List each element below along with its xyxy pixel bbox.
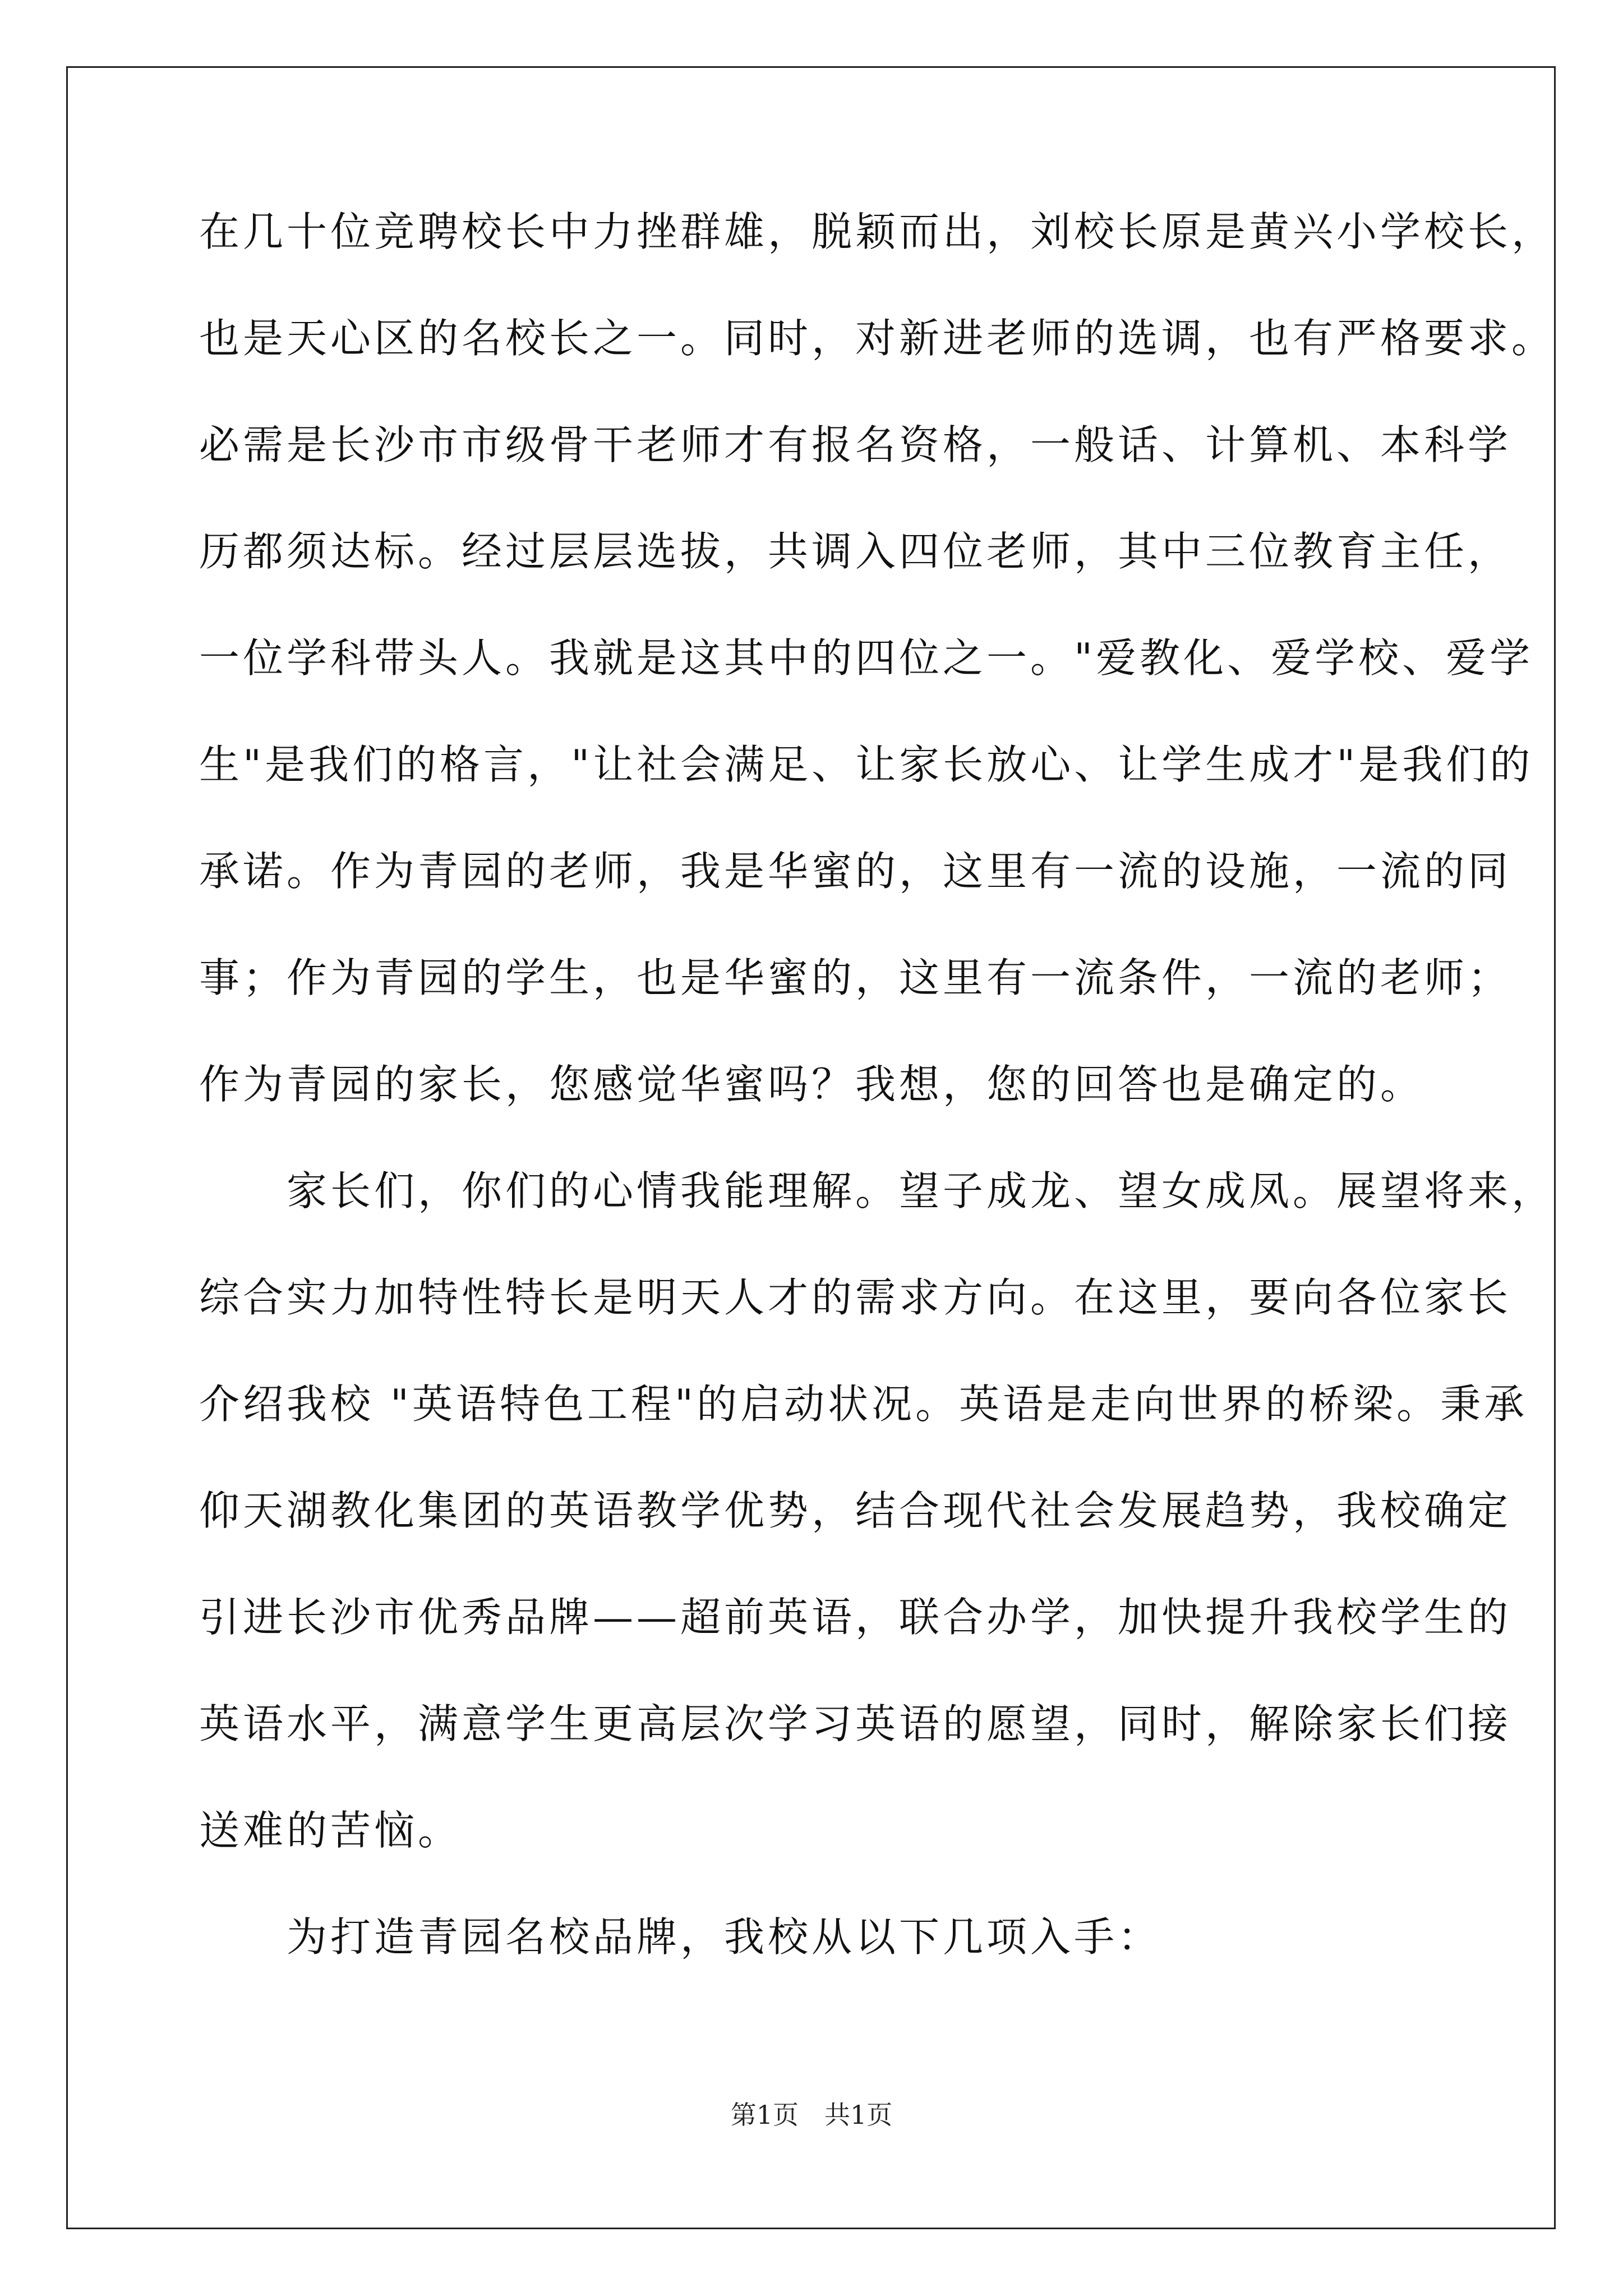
text-line: 一位学科带头人。我就是这其中的四位之一。"爱教化、爱学校、爱学 xyxy=(199,634,1534,682)
text-line: 也是天心区的名校长之一。同时，对新进老师的选调，也有严格要求。 xyxy=(199,315,1556,362)
text-line: 在几十位竞聘校长中力挫群雄，脱颖而出，刘校长原是黄兴小学校长， xyxy=(199,208,1556,255)
text-line: 英语水平，满意学生更高层次学习英语的愿望，同时，解除家长们接 xyxy=(199,1700,1512,1747)
page-number: 第1页 共1页 xyxy=(730,2100,893,2130)
text-line: 引进长沙市优秀品牌——超前英语，联合办学，加快提升我校学生的 xyxy=(199,1594,1512,1641)
text-line: 介绍我校 "英语特色工程"的启动状况。英语是走向世界的桥梁。秉承 xyxy=(199,1381,1528,1428)
text-line: 必需是长沙市市级骨干老师才有报名资格，一般话、计算机、本科学 xyxy=(199,421,1512,468)
text-line: 综合实力加特性特长是明天人才的需求方向。在这里，要向各位家长 xyxy=(199,1274,1512,1321)
text-line: 为打造青园名校品牌，我校从以下几项入手： xyxy=(199,1913,1162,1961)
text-line: 送难的苦恼。 xyxy=(199,1807,462,1854)
text-line: 历都须达标。经过层层选拔，共调入四位老师，其中三位教育主任， xyxy=(199,528,1512,575)
text-line: 事；作为青园的学生，也是华蜜的，这里有一流条件，一流的老师； xyxy=(199,954,1512,1001)
text-line: 承诺。作为青园的老师，我是华蜜的，这里有一流的设施，一流的同 xyxy=(199,848,1512,895)
text-line: 家长们，你们的心情我能理解。望子成龙、望女成凤。展望将来， xyxy=(199,1167,1556,1214)
page-border xyxy=(66,66,1556,2229)
text-line: 仰天湖教化集团的英语教学优势，结合现代社会发展趋势，我校确定 xyxy=(199,1487,1512,1534)
text-line: 作为青园的家长，您感觉华蜜吗？我想，您的回答也是确定的。 xyxy=(199,1061,1424,1108)
text-line: 生"是我们的格言，"让社会满足、让家长放心、让学生成才"是我们的 xyxy=(199,741,1534,788)
